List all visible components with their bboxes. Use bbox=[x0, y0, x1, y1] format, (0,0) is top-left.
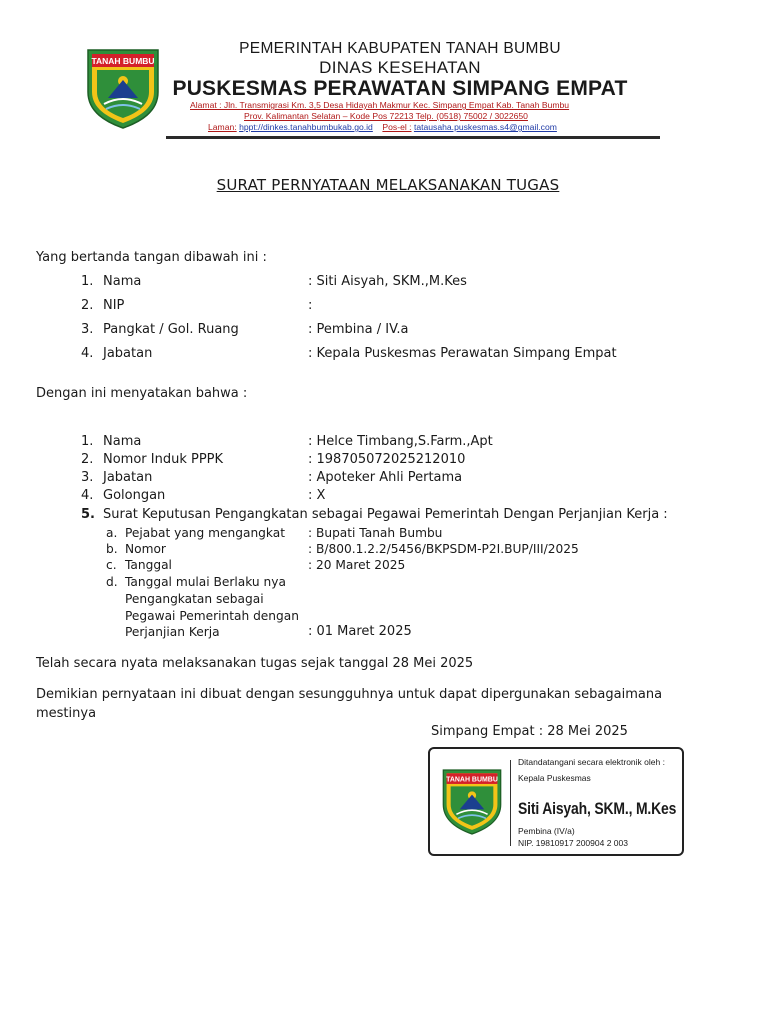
employee-value-grade: : X bbox=[308, 488, 326, 503]
web-label: Laman: bbox=[208, 122, 237, 132]
decree-letter-b: b. bbox=[106, 542, 118, 556]
employee-num-5: 5. bbox=[81, 507, 95, 522]
decree-label-effective-2: Pengangkatan sebagai bbox=[125, 592, 264, 606]
email-link[interactable]: tatausaha.puskesmas.s4@gmail.com bbox=[413, 122, 557, 132]
closing-text-2: mestinya bbox=[36, 706, 97, 721]
declare-text: Dengan ini menyatakan bahwa : bbox=[36, 386, 248, 401]
sig-logo-text: TANAH BUMBU bbox=[446, 776, 498, 784]
statement-text: Telah secara nyata melaksanakan tugas sejak tanggal 28 Mei 2025 bbox=[36, 656, 474, 671]
employee-num-3: 3. bbox=[81, 470, 94, 485]
esign-nip: NIP. 19810917 200904 2 003 bbox=[518, 838, 628, 848]
employee-num-1: 1. bbox=[81, 434, 94, 449]
letterhead-department: DINAS KESEHATAN bbox=[319, 58, 481, 77]
decree-value-official: : Bupati Tanah Bumbu bbox=[308, 526, 443, 540]
decree-label-effective-1: Tanggal mulai Berlaku nya bbox=[125, 575, 286, 589]
letterhead-government: PEMERINTAH KABUPATEN TANAH BUMBU bbox=[239, 40, 561, 57]
decree-label-effective-3: Pegawai Pemerintah dengan bbox=[125, 609, 299, 623]
employee-label-pppk: Nomor Induk PPPK bbox=[103, 452, 224, 467]
decree-label-effective-4: Perjanjian Kerja bbox=[125, 625, 220, 639]
signer-value-name: : Siti Aisyah, SKM.,M.Kes bbox=[308, 274, 467, 289]
signer-label-position: Jabatan bbox=[103, 346, 153, 361]
decree-label-number: Nomor bbox=[125, 542, 166, 556]
esign-rank: Pembina (IV/a) bbox=[518, 826, 575, 836]
signer-value-rank: : Pembina / IV.a bbox=[308, 322, 409, 337]
decree-letter-a: a. bbox=[106, 526, 118, 540]
signer-label-rank: Pangkat / Gol. Ruang bbox=[103, 322, 239, 337]
esign-signed-by: Ditandatangani secara elektronik oleh : bbox=[518, 757, 665, 767]
employee-num-2: 2. bbox=[81, 452, 94, 467]
signer-label-name: Nama bbox=[103, 274, 142, 289]
signer-num-3: 3. bbox=[81, 322, 94, 337]
closing-text-1: Demikian pernyataan ini dibuat dengan sesungguhnya untuk dapat dipergunakan sebagaimana bbox=[36, 687, 663, 702]
document-title: SURAT PERNYATAAN MELAKSANAKAN TUGAS bbox=[216, 176, 560, 194]
letterhead-institution: PUSKESMAS PERAWATAN SIMPANG EMPAT bbox=[172, 77, 628, 100]
signer-num-1: 1. bbox=[81, 274, 94, 289]
letterhead-contacts bbox=[208, 122, 557, 132]
signer-label-nip: NIP bbox=[103, 298, 125, 313]
signer-value-nip: : bbox=[308, 298, 313, 313]
employee-num-4: 4. bbox=[81, 488, 94, 503]
intro-text: Yang bertanda tangan dibawah ini : bbox=[36, 250, 267, 265]
employee-value-pppk: : 198705072025212010 bbox=[308, 452, 466, 467]
decree-label-date: Tanggal bbox=[125, 558, 172, 572]
decree-value-number: : B/800.1.2.2/5456/BKPSDM-P2I.BUP/III/2025 bbox=[308, 542, 579, 556]
logo-text: TANAH BUMBU bbox=[91, 56, 155, 66]
esign-role: Kepala Puskesmas bbox=[518, 773, 591, 783]
letterhead-address-2: Prov. Kalimantan Selatan – Kode Pos 72213 Telp. (0518) 75002 / 3022650 bbox=[244, 111, 528, 121]
web-link[interactable]: hppt://dinkes.tanahbumbukab.go.id bbox=[239, 122, 373, 132]
tanah-bumbu-logo bbox=[84, 48, 162, 130]
letterhead-divider bbox=[166, 136, 660, 139]
employee-label-decree: Surat Keputusan Pengangkatan sebagai Pegawai Pemerintah Dengan Perjanjian Kerja : bbox=[103, 507, 668, 522]
decree-value-date: : 20 Maret 2025 bbox=[308, 558, 406, 572]
signer-num-4: 4. bbox=[81, 346, 94, 361]
employee-label-grade: Golongan bbox=[103, 488, 166, 503]
email-label: Pos-el : bbox=[382, 122, 412, 132]
employee-value-position: : Apoteker Ahli Pertama bbox=[308, 470, 463, 485]
letterhead-address-1: Alamat : Jln. Transmigrasi Km. 3,5 Desa Hidayah Makmur Kec. Simpang Empat Kab. Tanah Bumbu bbox=[190, 100, 570, 110]
employee-label-name: Nama bbox=[103, 434, 142, 449]
decree-value-effective: : 01 Maret 2025 bbox=[308, 624, 412, 639]
employee-label-position: Jabatan bbox=[103, 470, 153, 485]
place-date: Simpang Empat : 28 Mei 2025 bbox=[431, 724, 628, 739]
signer-value-position: : Kepala Puskesmas Perawatan Simpang Empat bbox=[308, 346, 617, 361]
decree-letter-d: d. bbox=[106, 575, 118, 589]
employee-value-name: : Helce Timbang,S.Farm.,Apt bbox=[308, 434, 493, 449]
signature-divider bbox=[510, 760, 511, 846]
signer-num-2: 2. bbox=[81, 298, 94, 313]
signature-logo-icon bbox=[440, 765, 504, 839]
decree-letter-c: c. bbox=[106, 558, 117, 572]
decree-label-official: Pejabat yang mengangkat bbox=[125, 526, 285, 540]
esign-name: Siti Aisyah, SKM., M.Kes bbox=[518, 799, 677, 818]
